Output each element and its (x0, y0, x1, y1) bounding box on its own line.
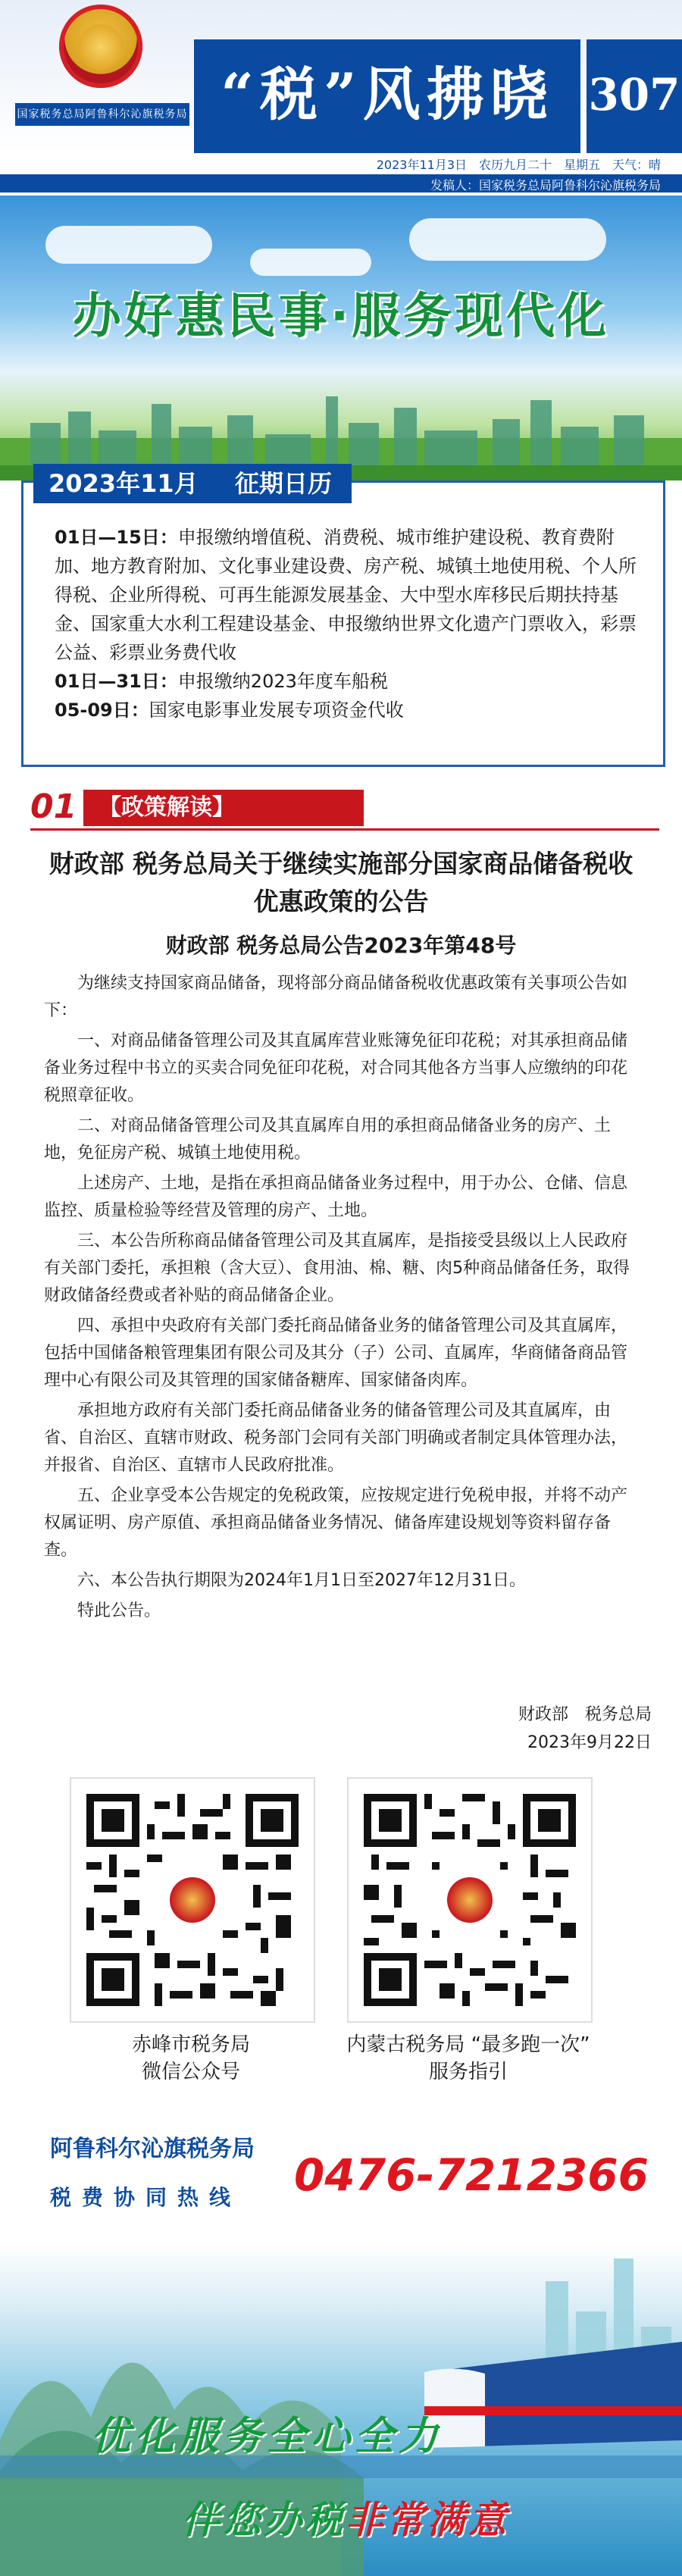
article-body (44, 970, 638, 1713)
article-paragraph: 五、企业享受本公告规定的免税政策，应按规定进行免税申报，并将不动产权属证明、房产原值、承担商品储备业务情况、储备库建设规划等资料留存备查。 (44, 1486, 628, 1560)
hotline-label: 税费协同热线 (50, 2185, 242, 2210)
cloud-icon (250, 249, 371, 276)
emblem-center-icon (78, 24, 124, 70)
qr-label-line2: 微信公众号 (141, 2061, 240, 2083)
article-paragraph: 二、对商品储备管理公司及其直属库自用的承担商品储备业务的房产、土地，免征房产税、城镇土地使用税。 (44, 1116, 612, 1163)
logo-caption: 国家税务总局阿鲁科尔沁旗税务局 (15, 103, 189, 126)
article-paragraph: 四、承担中央政府有关部门委托商品储备业务的储备管理公司及其直属库，包括中国储备粮管理集团有限公司及其分（子）公司、直属库，华商储备商品管理中心有限公司及其管理的国家储备糖库、国家储备肉库。 (44, 1316, 628, 1390)
issue-number: 307 (588, 69, 680, 121)
hotline-org: 阿鲁科尔沁旗税务局 (50, 2136, 255, 2162)
article-paragraph: 六、本公告执行期限为2024年1月1日至2027年12月31日。 (77, 1571, 526, 1590)
qr-label-line1: 内蒙古税务局 “最多跑一次” (346, 2033, 590, 2056)
tax-emblem-icon (170, 1877, 215, 1923)
footer-slogan-2 (182, 2493, 682, 2546)
calendar-entry-text: 申报缴纳增值税、消费税、城市维护建设税、教育费附加、地方教育附加、文化事业建设费、房产税、城镇土地使用税、个人所得税、企业所得税、可再生能源发展基金、大中型水库移民后期扶持基金、国家重大水利工程建设基金、申报缴纳世界文化遗产门票收入，彩票公益、彩票业务费代收 (55, 527, 637, 663)
qr-label-line1: 赤峰市税务局 (131, 2033, 250, 2056)
calendar-entry-text: 国家电影事业发展专项资金代收 (149, 700, 404, 721)
calendar-entry-range: 01日—15日： (55, 527, 178, 548)
footer-slogan-2a: 伴您办税 (182, 2498, 346, 2542)
tax-emblem-icon (447, 1877, 493, 1923)
article-subtitle: 财政部 税务总局公告2023年第48号 (165, 933, 517, 958)
article-paragraph: 为继续支持国家商品储备，现将部分商品储备税收优惠政策有关事项公告如下： (44, 974, 628, 1020)
dateline (0, 155, 682, 171)
footer-slogan-2b: 非常满意 (346, 2498, 509, 2542)
dateline-text: 2023年11月3日 农历九月二十 星期五 天气：晴 (376, 158, 661, 172)
section-number: 01 (30, 787, 77, 826)
calendar-entry-range: 01日—31日： (55, 671, 178, 692)
section-tag: 【政策解读】 (83, 790, 364, 826)
section-divider (30, 828, 659, 831)
calendar-entry (55, 696, 640, 725)
article-paragraph: 特此公告。 (77, 1601, 161, 1620)
publisher-bar (0, 174, 682, 192)
calendar-entry (55, 523, 640, 667)
hero-banner (0, 196, 682, 480)
article-paragraph: 承担地方政府有关部门委托商品储备业务的储备管理公司及其直属库，由省、自治区、直辖市财政、税务部门会同有关部门明确或者制定具体管理办法，并报省、自治区、直辖市人民政府批准。 (44, 1401, 628, 1475)
cloud-icon (409, 218, 606, 261)
qr-logo (440, 1870, 500, 1930)
article-paragraph: 三、本公告所称商品储备管理公司及其直属库，是指接受县级以上人民政府有关部门委托，承担粮（含大豆）、食用油、棉、糖、肉5种商品储备任务，取得财政储备经费或者补贴的商品储备企业。 (44, 1232, 630, 1305)
calendar-title: 征期日历 (235, 469, 333, 498)
hotline-number[interactable]: 0476-7212366 (294, 2149, 649, 2201)
calendar-month: 2023年11月 (48, 469, 199, 498)
qr-card-guide[interactable] (347, 1777, 593, 2023)
calendar-entry-range: 05-09日： (55, 700, 149, 721)
article-date: 2023年9月22日 (527, 1733, 652, 1752)
banner-slogan: 办好惠民事·服务现代化 (72, 289, 610, 345)
cloud-icon (45, 226, 212, 264)
qr-logo (162, 1870, 223, 1930)
qr-card-wechat[interactable] (70, 1777, 315, 2023)
publisher-text: 发稿人：国家税务总局阿鲁科尔沁旗税务局 (430, 178, 661, 192)
qr-label-wechat (47, 2031, 335, 2086)
article-paragraph: 上述房产、土地，是指在承担商品储备业务过程中，用于办公、仓储、信息监控、质量检验等经营及管理的房产、土地。 (44, 1174, 628, 1220)
qr-label-guide (324, 2031, 612, 2086)
qr-label-line2: 服务指引 (428, 2061, 508, 2083)
article-paragraph: 一、对商品储备管理公司及其直属库营业账簿免征印花税；对其承担商品储备业务过程中书立的买卖合同免征印花税，对合同其他各方当事人应缴纳的印花税照章征收。 (44, 1031, 628, 1105)
masthead-title: “税”风拂晓 (221, 61, 554, 128)
article-signatory: 财政部 税务总局 (518, 1705, 652, 1724)
calendar-entries (55, 523, 640, 750)
calendar-entry-text: 申报缴纳2023年度车船税 (177, 671, 388, 692)
article-title: 财政部 税务总局关于继续实施部分国家商品储备税收优惠政策的公告 (48, 849, 634, 916)
calendar-entry (55, 667, 640, 696)
footer-slogan-1: 优化服务全心全力 (91, 2414, 443, 2459)
